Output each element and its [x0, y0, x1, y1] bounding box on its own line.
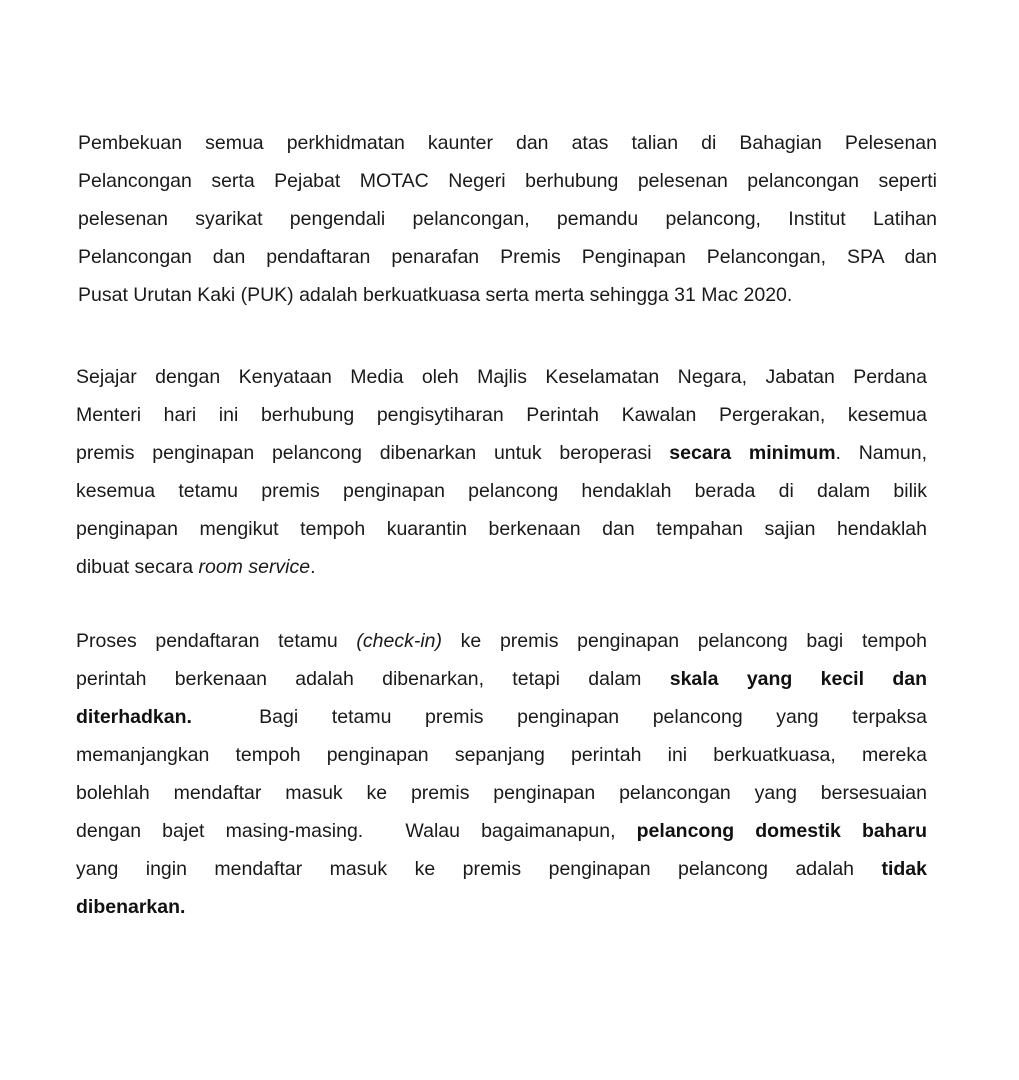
- bold-text: secara minimum: [669, 442, 836, 464]
- text-run: penginapan mengikut tempoh kuarantin berkenaan dan tempahan sajian hendaklah: [76, 518, 927, 540]
- text-line: [76, 736, 927, 774]
- bold-text: diterhadkan.: [76, 706, 192, 728]
- text-run: premis penginapan pelancong dibenarkan untuk beroperasi: [76, 442, 670, 464]
- text-line: [76, 812, 927, 850]
- text-run: . Namun,: [835, 442, 927, 464]
- text-line: [76, 510, 927, 548]
- text-line: [76, 850, 927, 888]
- paragraph-accommodation-operation: [76, 358, 927, 586]
- text-line: [76, 358, 927, 396]
- bold-text: pelancong domestik baharu: [636, 820, 927, 842]
- text-run: dibuat secara: [76, 556, 199, 578]
- italic-text: (check-in): [356, 630, 443, 652]
- text-run: pelesenan syarikat pengendali pelancongan, pemandu pelancong, Institut Latihan: [78, 208, 937, 230]
- text-line: [76, 698, 927, 736]
- text-line: [76, 472, 927, 510]
- text-run: Sejajar dengan Kenyataan Media oleh Majlis Keselamatan Negara, Jabatan Perdana: [76, 366, 927, 388]
- text-run: yang ingin mendaftar masuk ke premis penginapan pelancong adalah: [76, 858, 882, 880]
- bold-text: skala yang kecil dan: [669, 668, 927, 690]
- text-run: Pelancongan serta Pejabat MOTAC Negeri berhubung pelesenan pelancongan seperti: [78, 170, 937, 192]
- text-run: bolehlah mendaftar masuk ke premis penginapan pelancongan yang bersesuaian: [76, 782, 927, 804]
- text-run: Pelancongan dan pendaftaran penarafan Premis Penginapan Pelancongan, SPA dan: [78, 246, 937, 268]
- text-line: [78, 276, 937, 314]
- text-run: Pusat Urutan Kaki (PUK) adalah berkuatkuasa serta merta sehingga 31 Mac 2020.: [78, 284, 793, 306]
- bold-text: dibenarkan.: [76, 896, 186, 918]
- text-line: [76, 660, 927, 698]
- italic-text: room service: [198, 556, 311, 578]
- text-run: Proses pendaftaran tetamu: [76, 630, 357, 652]
- text-line: [76, 434, 927, 472]
- text-run: kesemua tetamu premis penginapan pelancong hendaklah berada di dalam bilik: [76, 480, 927, 502]
- paragraph-guest-registration: [76, 622, 927, 926]
- text-run: dengan bajet masing-masing. Walau bagaimanapun,: [76, 820, 637, 842]
- text-line: [78, 200, 937, 238]
- text-run: ke premis penginapan pelancong bagi tempoh: [442, 630, 927, 652]
- text-run: Bagi tetamu premis penginapan pelancong yang terpaksa: [191, 706, 927, 728]
- text-run: memanjangkan tempoh penginapan sepanjang perintah ini berkuatkuasa, mereka: [76, 744, 927, 766]
- text-line: [76, 548, 927, 586]
- text-run: Pembekuan semua perkhidmatan kaunter dan atas talian di Bahagian Pelesenan: [78, 132, 937, 154]
- text-run: .: [310, 556, 316, 578]
- text-line: [76, 888, 927, 926]
- text-line: [76, 622, 927, 660]
- text-line: [76, 774, 927, 812]
- text-line: [78, 162, 937, 200]
- text-run: perintah berkenaan adalah dibenarkan, tetapi dalam: [76, 668, 670, 690]
- bold-text: tidak: [881, 858, 927, 880]
- text-line: [78, 238, 937, 276]
- paragraph-service-freeze: [78, 124, 937, 314]
- text-line: [78, 124, 937, 162]
- text-line: [76, 396, 927, 434]
- text-run: Menteri hari ini berhubung pengisytiharan Perintah Kawalan Pergerakan, kesemua: [76, 404, 927, 426]
